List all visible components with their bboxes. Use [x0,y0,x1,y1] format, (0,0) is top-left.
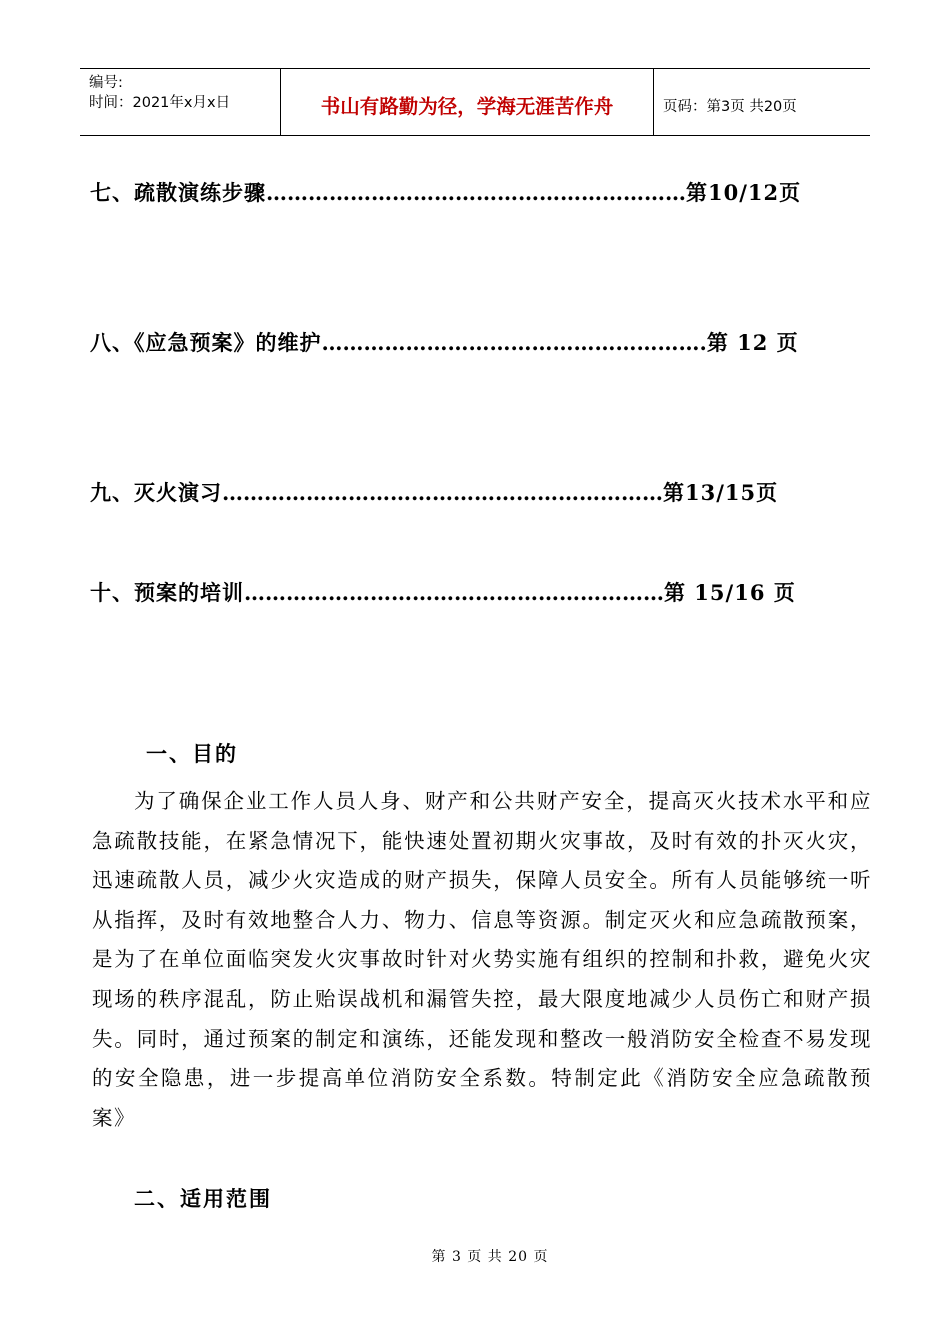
toc-entry-label: 九、灭火演习 [90,480,222,505]
toc-entry-page: 第 15/16 页 [664,580,796,605]
toc-entry-leader: …………………………………………………… [244,580,664,605]
toc-entry-page: 第13/15页 [663,480,779,505]
toc-entry-label: 七、疏散演练步骤 [90,180,266,205]
toc-entry [90,577,796,607]
toc-entry [90,327,799,357]
header-motto: 书山有路勤为径，学海无涯苦作舟 [281,69,654,135]
header-meta [80,69,281,135]
toc-entry-leader: …………………………………………………… [266,180,686,205]
document-date: 时间：2021年x月x日 [89,95,231,111]
toc-entry [90,177,801,207]
document-number-label: 编号: [89,75,123,91]
page-footer: 第 3 页 共 20 页 [431,1249,549,1265]
section-heading: 二、适用范围 [134,1186,272,1211]
toc-entry-leader: ……………………………………………………… [222,480,663,505]
section-heading: 一、目的 [146,741,238,766]
toc-entry-page: 第10/12页 [686,180,802,205]
toc-entry-label: 十、预案的培训 [90,580,244,605]
toc-entry [90,477,778,507]
header-page-info: 页码：第3页 共20页 [663,98,797,115]
toc-entry-label: 八、《应急预案》的维护 [90,330,322,355]
toc-entry-leader: ………………………………………………. [321,330,707,355]
toc-entry-page: 第 12 页 [706,330,799,355]
section-paragraph: 为了确保企业工作人员人身、财产和公共财产安全，提高灭火技术水平和应急疏散技能，在紧急情况下，能快速处置初期火灾事故，及时有效的扑灭火灾，迅速疏散人员，减少火灾造成的财产损失，保障人员安全。所有人员能够统一听从指挥，及时有效地整合人力、物力、信息等资源。制定灭火和应急疏散预案，是为了在单位面临突发火灾事故时针对火势实施有组织的控制和扑救，避免火灾现场的秩序混乱，防止贻误战机和漏管失控，最大限度地减少人员伤亡和财产损失。同时，通过预案的制定和演练，还能发现和整改一般消防安全检查不易发现的安全隐患，进一步提高单位消防安全系数。特制定此《消防安全应急疏散预案》 [92,789,872,1130]
page-header [80,68,870,136]
